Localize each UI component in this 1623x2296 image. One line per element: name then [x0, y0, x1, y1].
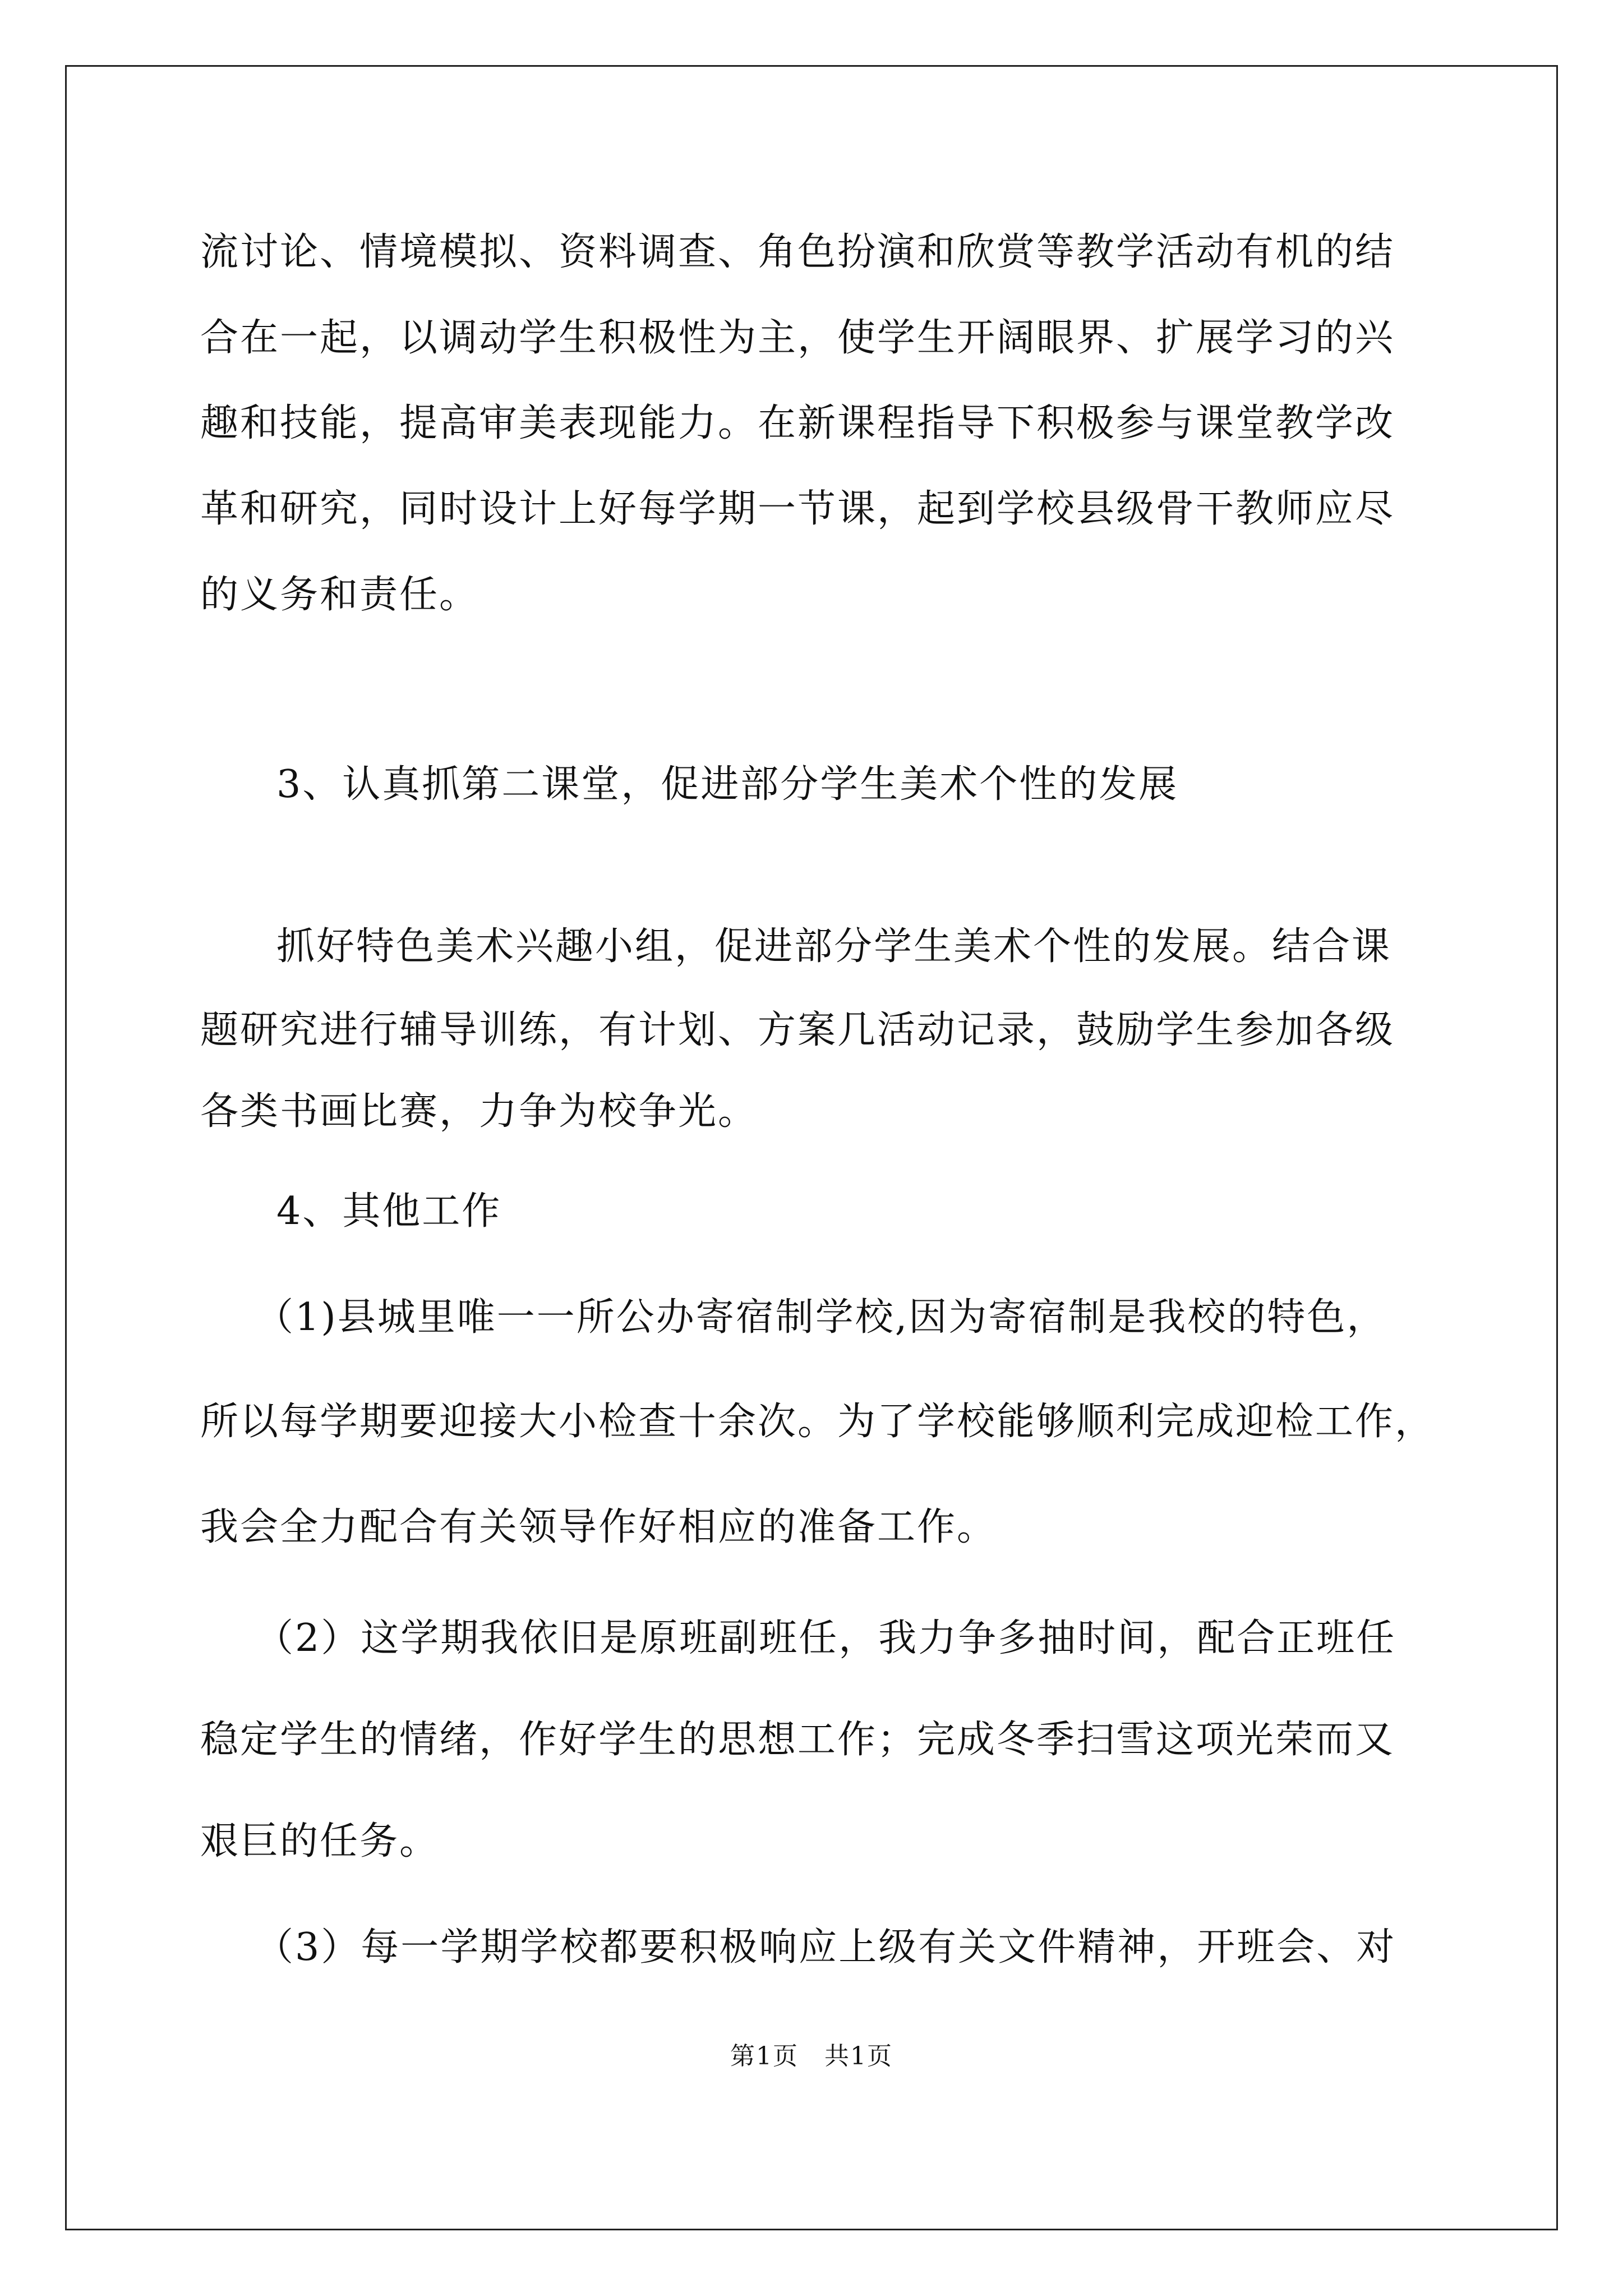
body-text-line: 我会全力配合有关领导作好相应的准备工作。	[200, 1505, 997, 1549]
body-text-line: 趣和技能，提高审美表现能力。在新课程指导下积极参与课堂教学改	[200, 401, 1395, 445]
section-heading-3: 3、认真抓第二课堂，促进部分学生美术个性的发展	[276, 762, 1179, 807]
body-text-line: 稳定学生的情绪，作好学生的思想工作；完成冬季扫雪这项光荣而又	[200, 1718, 1395, 1762]
body-text-line: 所以每学期要迎接大小检查十余次。为了学校能够顺利完成迎检工作，	[200, 1400, 1435, 1444]
body-text-line: 的义务和责任。	[200, 573, 479, 617]
list-item-3: （3）每一学期学校都要积极响应上级有关文件精神，开班会、对	[255, 1925, 1396, 1970]
body-text-line: 题研究进行辅导训练，有计划、方案几活动记录，鼓励学生参加各级	[200, 1008, 1395, 1052]
page-footer: 第1页 共1页	[730, 2042, 893, 2070]
list-item-1: （1)县城里唯一一所公办寄宿制学校,因为寄宿制是我校的特色，	[255, 1295, 1387, 1340]
page-border	[65, 65, 1558, 2230]
body-text-line: 流讨论、情境模拟、资料调查、角色扮演和欣赏等教学活动有机的结	[200, 230, 1395, 274]
body-text-line: 革和研究，同时设计上好每学期一节课，起到学校县级骨干教师应尽	[200, 487, 1395, 531]
body-text-line: 艰巨的任务。	[200, 1819, 440, 1864]
section-heading-4: 4、其他工作	[276, 1189, 502, 1234]
list-item-2: （2）这学期我依旧是原班副班任，我力争多抽时间，配合正班任	[255, 1616, 1396, 1660]
body-text-line: 抓好特色美术兴趣小组，促进部分学生美术个性的发展。结合课	[276, 924, 1392, 969]
body-text-line: 合在一起，以调动学生积极性为主，使学生开阔眼界、扩展学习的兴	[200, 316, 1395, 360]
body-text-line: 各类书画比赛，力争为校争光。	[200, 1089, 758, 1134]
